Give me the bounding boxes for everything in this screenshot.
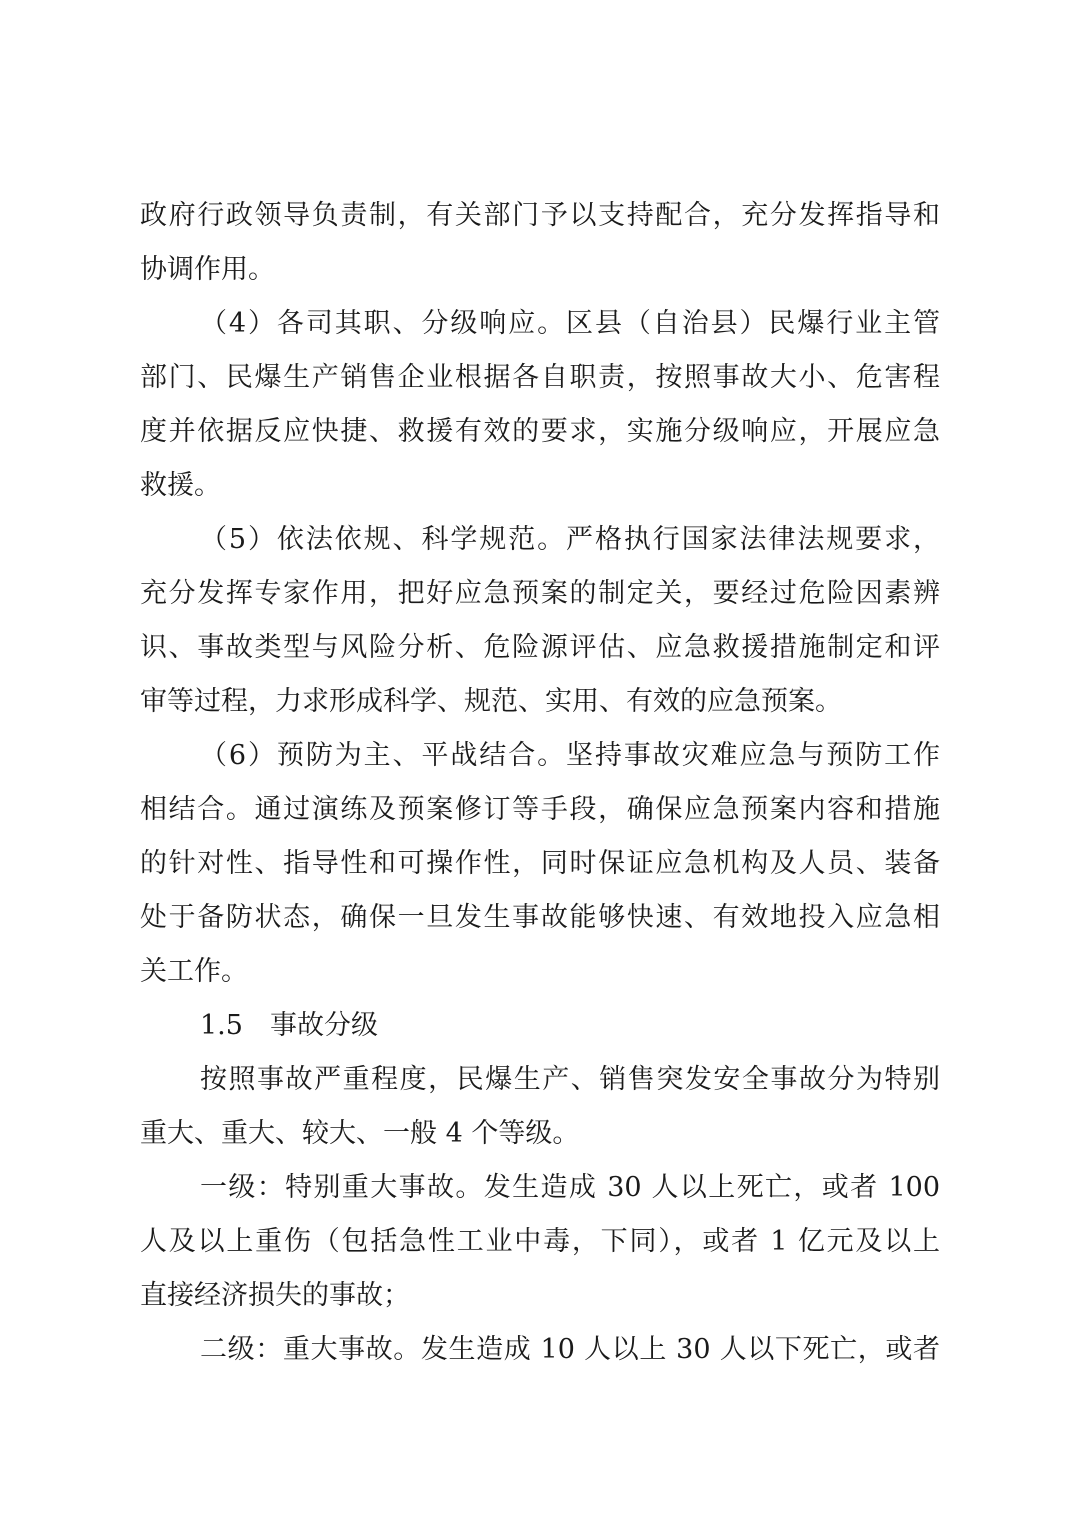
text-line: 审等过程，力求形成科学、规范、实用、有效的应急预案。 xyxy=(140,686,842,717)
text-line: 人及以上重伤（包括急性工业中毒，下同），或者 1 亿元及以上 xyxy=(140,1226,940,1257)
text-line: 充分发挥专家作用，把好应急预案的制定关，要经过危险因素辨 xyxy=(140,578,940,609)
text-line: 识、事故类型与风险分析、危险源评估、应急救援措施制定和评 xyxy=(140,632,940,663)
text-line: 关工作。 xyxy=(140,956,248,987)
text-line: 直接经济损失的事故； xyxy=(140,1280,410,1311)
level-1-line: 一级：特别重大事故。发生造成 30 人以上死亡，或者 100 xyxy=(200,1172,940,1203)
paragraph-line: 按照事故严重程度，民爆生产、销售突发安全事故分为特别 xyxy=(200,1064,940,1095)
paragraph-4-line: （4）各司其职、分级响应。区县（自治县）民爆行业主管 xyxy=(200,308,940,339)
text-line: 部门、民爆生产销售企业根据各自职责，按照事故大小、危害程 xyxy=(140,362,940,393)
text-line: 协调作用。 xyxy=(140,254,275,285)
text-line: 相结合。通过演练及预案修订等手段，确保应急预案内容和措施 xyxy=(140,794,940,825)
level-2-line: 二级：重大事故。发生造成 10 人以上 30 人以下死亡，或者 xyxy=(200,1334,940,1365)
paragraph-5-line: （5）依法依规、科学规范。严格执行国家法律法规要求， xyxy=(200,524,940,555)
text-line: 重大、重大、较大、一般 4 个等级。 xyxy=(140,1118,580,1149)
text-line: 处于备防状态，确保一旦发生事故能够快速、有效地投入应急相 xyxy=(140,902,940,933)
section-heading: 1.5 事故分级 xyxy=(200,1010,378,1041)
text-line: 政府行政领导负责制，有关部门予以支持配合，充分发挥指导和 xyxy=(140,200,940,231)
text-line: 度并依据反应快捷、救援有效的要求，实施分级响应，开展应急 xyxy=(140,416,940,447)
paragraph-6-line: （6）预防为主、平战结合。坚持事故灾难应急与预防工作 xyxy=(200,740,940,771)
text-line: 救援。 xyxy=(140,470,221,501)
text-line: 的针对性、指导性和可操作性，同时保证应急机构及人员、装备 xyxy=(140,848,940,879)
